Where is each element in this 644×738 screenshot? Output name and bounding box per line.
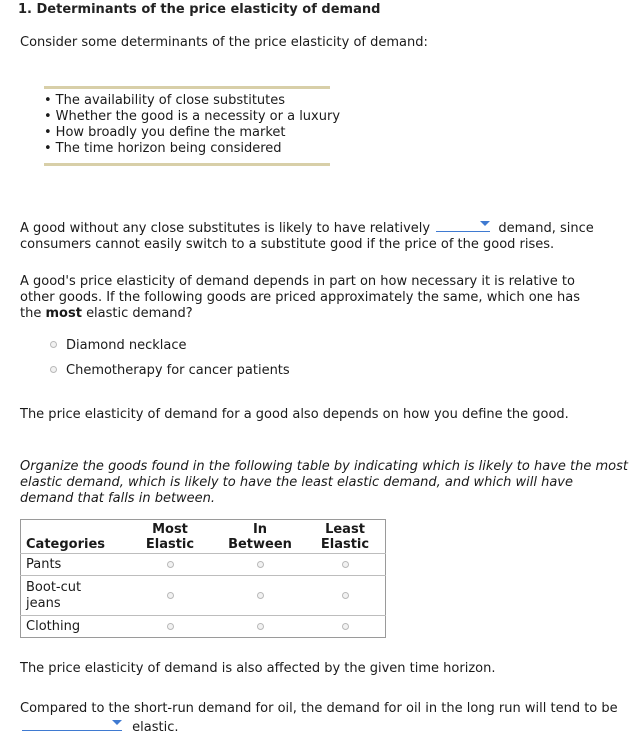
list-item: • The time horizon being considered: [44, 141, 340, 157]
question-title: 1. Determinants of the price elasticity of demand: [18, 2, 381, 17]
list-item: • How broadly you define the market: [44, 125, 340, 141]
radio-jeans-least-elastic[interactable]: [342, 592, 349, 599]
organize-instructions: Organize the goods found in the following table by indicating which is likely to have the most elastic demand, which is likely to have the least elastic demand, and which will have demand that falls in between.: [20, 459, 628, 506]
radio-jeans-in-between[interactable]: [257, 592, 264, 599]
chevron-down-icon: [112, 720, 122, 725]
table-header-row: [21, 520, 386, 554]
col-most-elastic: Most Elastic: [145, 522, 195, 552]
table-row: [21, 576, 386, 616]
box-top-rule: [44, 86, 330, 89]
radio-pants-least-elastic[interactable]: [342, 561, 349, 568]
radio-pants-in-between[interactable]: [257, 561, 264, 568]
radio-jeans-most-elastic[interactable]: [167, 592, 174, 599]
radio-button[interactable]: [50, 366, 57, 373]
oil-elasticity-dropdown[interactable]: [22, 717, 122, 731]
row-label: Clothing: [21, 616, 126, 638]
radio-clothing-most-elastic[interactable]: [167, 623, 174, 630]
box-bottom-rule: [44, 163, 330, 166]
substitutes-question: A good without any close substitutes is likely to have relatively demand, since consumers cannot easily switch to a substitute good if the price of the good rises.: [20, 218, 630, 253]
chevron-down-icon: [480, 221, 490, 226]
table-row: [21, 616, 386, 638]
radio-clothing-in-between[interactable]: [257, 623, 264, 630]
oil-question: Compared to the short-run demand for oil, the demand for oil in the long run will tend to be elastic.: [20, 701, 618, 735]
list-item: • The availability of close substitutes: [44, 93, 340, 109]
elasticity-table: [20, 519, 386, 638]
col-categories: Categories: [26, 537, 106, 552]
intro-text: Consider some determinants of the price elasticity of demand:: [20, 35, 428, 50]
list-item: • Whether the good is a necessity or a luxury: [44, 109, 340, 125]
row-label: Boot-cut jeans: [21, 576, 126, 616]
radio-pants-most-elastic[interactable]: [167, 561, 174, 568]
substitutes-elasticity-dropdown[interactable]: [436, 218, 490, 232]
table-row: [21, 554, 386, 576]
option-diamond-necklace[interactable]: Diamond necklace: [50, 338, 186, 354]
col-least-elastic: Least Elastic: [320, 522, 370, 552]
radio-button[interactable]: [50, 341, 57, 348]
row-label: Pants: [21, 554, 126, 576]
col-in-between: In Between: [228, 522, 292, 552]
horizon-text: The price elasticity of demand is also affected by the given time horizon.: [20, 661, 496, 676]
necessity-question: A good's price elasticity of demand depends in part on how necessary it is relative to other goods. If the following goods are priced approximately the same, which one has the most elastic demand?: [20, 274, 580, 321]
option-chemotherapy[interactable]: Chemotherapy for cancer patients: [50, 363, 290, 379]
radio-clothing-least-elastic[interactable]: [342, 623, 349, 630]
define-text: The price elasticity of demand for a good also depends on how you define the good.: [20, 407, 569, 422]
determinants-list: [44, 93, 340, 157]
